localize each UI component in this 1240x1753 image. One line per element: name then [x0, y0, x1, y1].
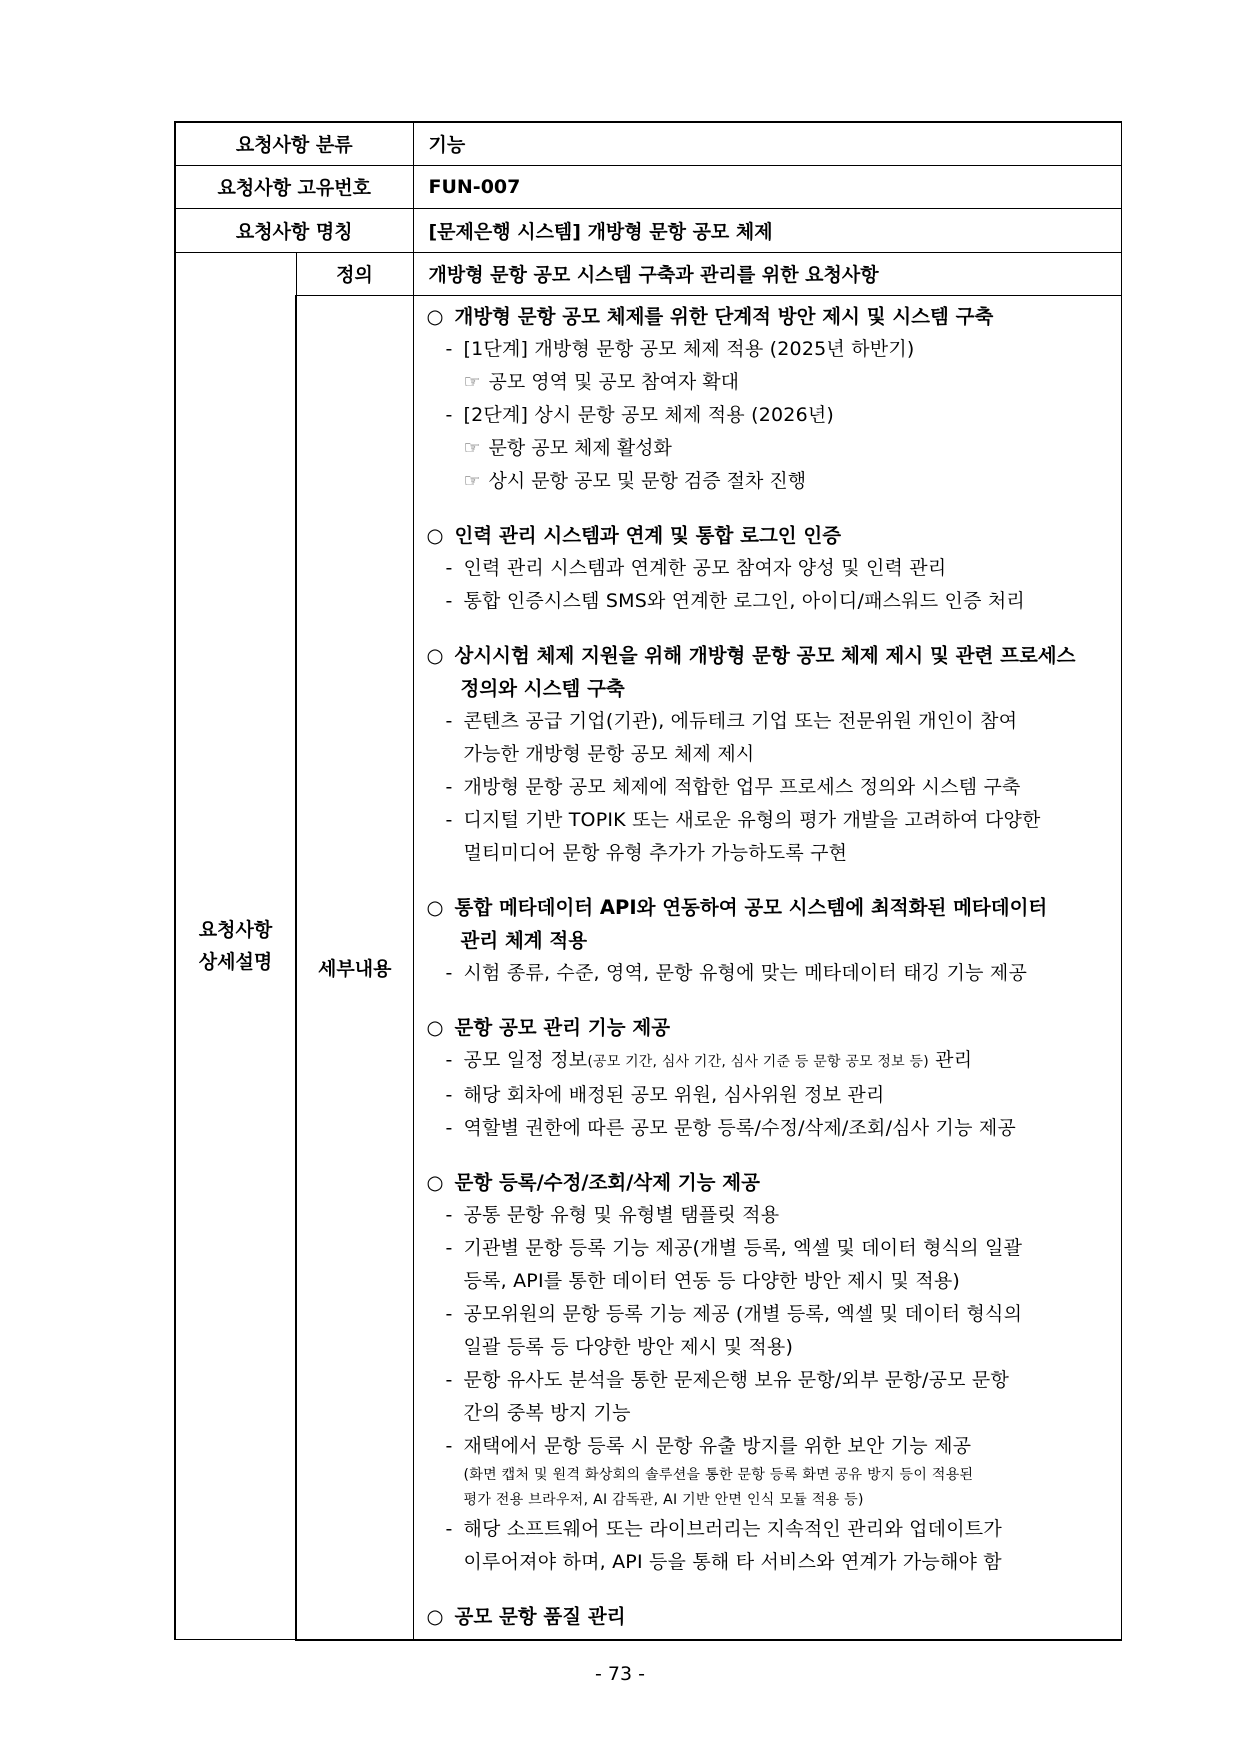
- sub-item: ☞ 공모 영역 및 공모 참여자 확대: [427, 366, 1113, 399]
- circle-bullet: ○: [426, 304, 444, 328]
- requirement-table: [174, 121, 1122, 1641]
- circle-bullet: ○: [426, 1604, 444, 1628]
- section-5: [427, 1011, 1113, 1145]
- detail-label-line2: 상세설명: [198, 950, 273, 973]
- content-label: 세부내용: [296, 295, 413, 1640]
- category-label: 요청사항 분류: [175, 122, 413, 165]
- bullet-item: - 디지털 기반 TOPIK 또는 새로운 유형의 평가 개발을 고려하여 다양한 멀티미디어 문항 유형 추가가 가능하도록 구현: [445, 808, 1041, 864]
- section-heading: ○ 통합 메타데이터 API와 연동하여 공모 시스템에 최적화된 메타데이터 관리 체계 적용: [427, 891, 1113, 957]
- section-heading: ○ 문항 공모 관리 기능 제공: [427, 1011, 1113, 1044]
- content-body: [413, 295, 1121, 1640]
- detail-label: [175, 252, 296, 1640]
- circle-bullet: ○: [426, 1015, 444, 1039]
- category-value: 기능: [413, 122, 1121, 165]
- bullet-item: - 해당 회차에 배정된 공모 위원, 심사위원 정보 관리: [445, 1083, 885, 1106]
- schedule-note: (공모 기간, 심사 기간, 심사 기준 등 문항 공모 정보 등): [587, 1053, 929, 1070]
- circle-bullet: ○: [426, 643, 444, 667]
- section-heading: ○ 인력 관리 시스템과 연계 및 통합 로그인 인증: [427, 519, 1113, 552]
- section-heading: ○ 문항 등록/수정/조회/삭제 기능 제공: [427, 1166, 1113, 1199]
- circle-bullet: ○: [426, 1170, 444, 1194]
- circle-bullet: ○: [426, 895, 444, 919]
- bullet-item: - 통합 인증시스템 SMS와 연계한 로그인, 아이디/패스워드 인증 처리: [445, 589, 1025, 612]
- section-2: [427, 519, 1113, 618]
- section-3: [427, 639, 1113, 870]
- bullet-item: - [2단계] 상시 문항 공모 체제 적용 (2026년): [445, 403, 835, 426]
- pointing-hand-icon: ☞: [463, 370, 481, 393]
- bullet-item: - 인력 관리 시스템과 연계한 공모 참여자 양성 및 인력 관리: [445, 556, 947, 579]
- page-number: - 73 -: [595, 1663, 645, 1685]
- section-heading: ○ 공모 문항 품질 관리: [427, 1600, 1113, 1633]
- id-label: 요청사항 고유번호: [175, 165, 413, 208]
- section-heading: ○ 개방형 문항 공모 체제를 위한 단계적 방안 제시 및 시스템 구축: [427, 300, 1113, 333]
- section-6: [427, 1166, 1113, 1579]
- bullet-item: - 해당 소프트웨어 또는 라이브러리는 지속적인 관리와 업데이트가 이루어져야 하며, API 등을 통해 타 서비스와 연계가 가능해야 함: [445, 1517, 1002, 1573]
- bullet-item: - 개방형 문항 공모 체제에 적합한 업무 프로세스 정의와 시스템 구축: [445, 775, 1021, 798]
- bullet-item: - 역할별 권한에 따른 공모 문항 등록/수정/삭제/조회/심사 기능 제공: [445, 1116, 1016, 1139]
- section-heading: ○ 상시시험 체제 지원을 위해 개방형 문항 공모 체제 제시 및 관련 프로세스 정의와 시스템 구축: [427, 639, 1113, 705]
- bullet-item: - 문항 유사도 분석을 통한 문제은행 보유 문항/외부 문항/공모 문항 간의 중복 방지 기능: [445, 1368, 1010, 1424]
- sub-item: ☞ 상시 문항 공모 및 문항 검증 절차 진행: [427, 465, 1113, 498]
- bullet-item: - 공통 문항 유형 및 유형별 탬플릿 적용: [445, 1203, 780, 1226]
- bullet-item: - 시험 종류, 수준, 영역, 문항 유형에 맞는 메타데이터 태깅 기능 제공: [445, 961, 1028, 984]
- bullet-item: - 재택에서 문항 등록 시 문항 유출 방지를 위한 보안 기능 제공: [445, 1434, 972, 1457]
- id-value: FUN-007: [413, 165, 1121, 208]
- definition-label: 정의: [296, 252, 413, 295]
- sub-item: ☞ 문항 공모 체제 활성화: [427, 432, 1113, 465]
- bullet-item: - 공모위원의 문항 등록 기능 제공 (개별 등록, 엑셀 및 데이터 형식의 일괄 등록 등 다양한 방안 제시 및 적용): [445, 1302, 1023, 1358]
- circle-bullet: ○: [426, 523, 444, 547]
- detail-label-line1: 요청사항: [198, 918, 273, 941]
- bullet-item: - 공모 일정 정보(공모 기간, 심사 기간, 심사 기준 등 문항 공모 정보 등) 관리: [445, 1048, 973, 1071]
- security-note: (화면 캡처 및 원격 화상회의 솔루션을 통한 문항 등록 화면 공유 방지 등이 적용된 평가 전용 브라우저, AI 감독관, AI 기반 안면 인식 모듈 적용 등): [463, 1466, 974, 1508]
- section-7: [427, 1600, 1113, 1633]
- section-4: [427, 891, 1113, 990]
- bullet-item: - 기관별 문항 등록 기능 제공(개별 등록, 엑셀 및 데이터 형식의 일괄 등록, API를 통한 데이터 연동 등 다양한 방안 제시 및 적용): [445, 1236, 1023, 1292]
- section-1: [427, 300, 1113, 498]
- name-value: [문제은행 시스템] 개방형 문항 공모 체제: [413, 208, 1121, 252]
- name-label: 요청사항 명칭: [175, 208, 413, 252]
- pointing-hand-icon: ☞: [463, 436, 481, 459]
- bullet-item: - 콘텐츠 공급 기업(기관), 에듀테크 기업 또는 전문위원 개인이 참여 가능한 개방형 문항 공모 체제 제시: [445, 709, 1018, 765]
- bullet-item: - [1단계] 개방형 문항 공모 체제 적용 (2025년 하반기): [445, 337, 915, 360]
- pointing-hand-icon: ☞: [463, 469, 481, 492]
- definition-value: 개방형 문항 공모 시스템 구축과 관리를 위한 요청사항: [413, 252, 1121, 295]
